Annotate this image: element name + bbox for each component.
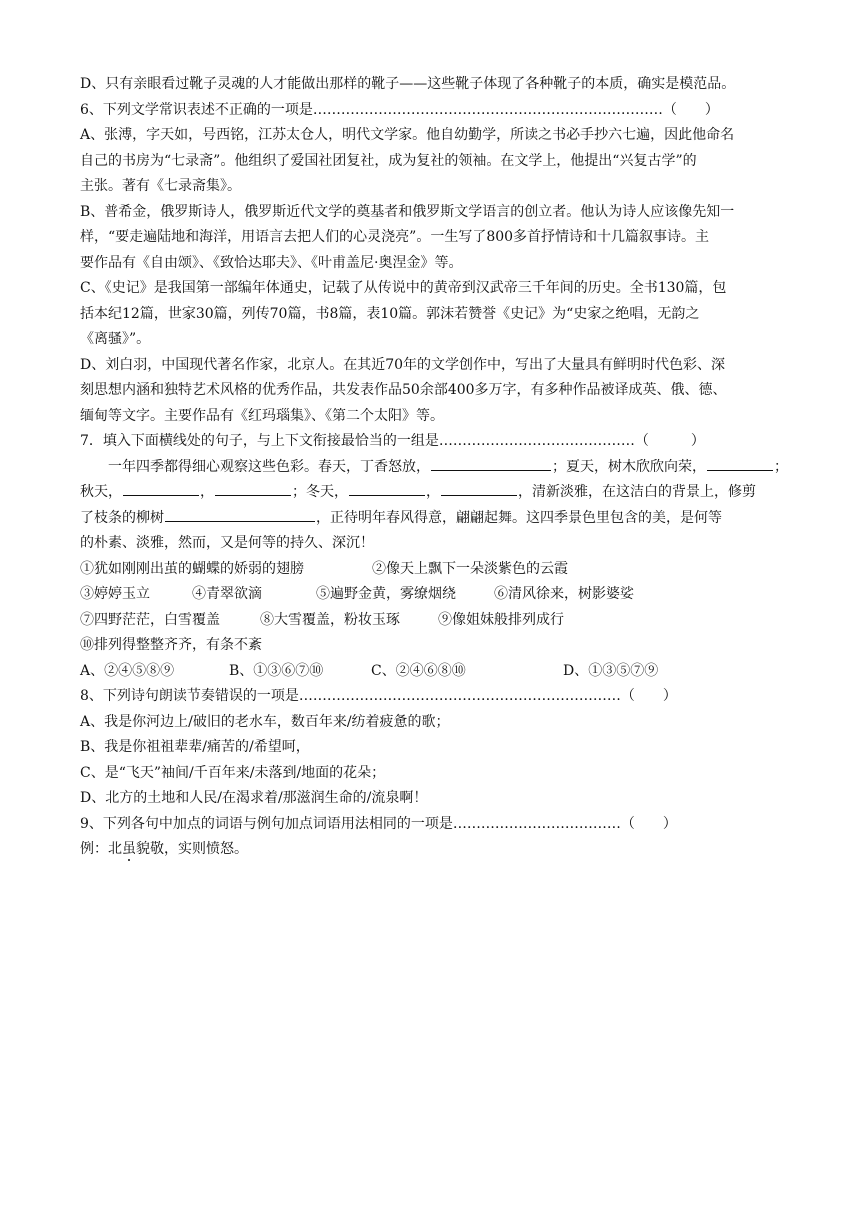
q7-text: 一年四季都得细心观察这些色彩。春天，丁香怒放，	[108, 458, 430, 475]
q9-example-text: 例：北	[80, 841, 122, 857]
q7-choice-6: ⑥清风徐来，树影婆娑	[494, 586, 634, 602]
q6-option-c-line3: 《离骚》”。	[80, 331, 151, 347]
q6-option-a-line3: 主张。著有《七录斋集》。	[80, 178, 241, 194]
q7-passage-line3	[80, 506, 786, 532]
q7-text: ；	[774, 458, 788, 475]
fill-blank[interactable]	[431, 455, 551, 471]
q6-option-d-line2: 刻思想内涵和独特艺术风格的优秀作品，共发表作品50余部400多万字，有多种作品被译成英、俄、德、	[80, 382, 727, 398]
q6-option-a-line1: A、张溥，字天如，号西铭，江苏太仓人，明代文学家。他自幼勤学，所读之书必手抄六七遍，因此他命名	[80, 127, 735, 143]
q7-choices-row1	[80, 557, 786, 583]
fill-blank[interactable]	[123, 480, 199, 496]
q8-option-d: D、北方的土地和人民/在渴求着/那滋润生命的/流泉啊！	[80, 790, 428, 806]
q7-text: ，清新淡雅，在这洁白的背景上，修剪	[518, 484, 756, 500]
q7-answer-d[interactable]: D、①③⑤⑦⑨	[563, 662, 659, 679]
q6-option-c-line2: 括本纪12篇，世家30篇，列传70篇，书8篇，表10篇。郭沫若赞誉《史记》为“史家之绝唱，无韵之	[80, 305, 700, 322]
q7-choice-1: ①犹如刚刚出茧的蝴蝶的娇弱的翅膀	[80, 560, 304, 577]
q6-option-b-line2: 样，“要走遍陆地和海洋，用语言去把人们的心灵浇亮”。一生写了800多首抒情诗和十几篇叙事诗。主	[80, 229, 710, 245]
q7-passage-line4: 的朴素、淡雅，然而，又是何等的持久、深沉！	[80, 535, 374, 551]
q5-option-d: D、只有亲眼看过靴子灵魂的人才能做出那样的靴子——这些靴子体现了各种靴子的本质，确实是模范品。	[80, 76, 736, 92]
fill-blank[interactable]	[707, 455, 773, 471]
fill-blank[interactable]	[441, 480, 517, 496]
q7-choice-9: ⑨像姐妹般排列成行	[438, 611, 564, 628]
q7-choice-8: ⑧大雪覆盖，粉妆玉琢	[260, 611, 400, 628]
emphasis-dot-word: 虽	[122, 841, 136, 857]
q7-choices-row3	[80, 608, 786, 634]
q8-option-b: B、我是你祖祖辈辈/痛苦的/希望呵，	[80, 739, 310, 755]
q7-answer-a[interactable]: A、②④⑤⑧⑨	[80, 662, 175, 679]
q7-text: ，	[200, 484, 214, 500]
q7-text: ；夏天，树木欣欣向荣，	[552, 458, 706, 475]
q7-answers	[80, 659, 786, 685]
exam-page	[80, 72, 786, 863]
q9-example-text: 貌敬，实则愤怒。	[136, 841, 248, 857]
q6-option-b-line3: 要作品有《自由颂》、《致恰达耶夫》、《叶甫盖尼·奥涅金》等。	[80, 254, 463, 271]
q8-option-c: C、是“飞天”袖间/千百年来/未落到/地面的花朵；	[80, 764, 386, 781]
q7-choices-row2	[80, 582, 786, 608]
q8-option-a: A、我是你河边上/破旧的老水车，数百年来/纺着疲惫的歌；	[80, 713, 450, 730]
q7-choice-4: ④青翠欲滴	[192, 586, 262, 602]
q7-text: ，正待明年春风得意，翩翩起舞。这四季景色里包含的美，是何等	[316, 509, 722, 526]
q9-example	[80, 837, 786, 863]
fill-blank[interactable]	[215, 480, 291, 496]
q7-passage-line1	[80, 455, 786, 481]
q7-choice-10: ⑩排列得整整齐齐，有条不紊	[80, 637, 262, 653]
q6-option-a-line2: 自己的书房为“七录斋”。他组织了爱国社团复社，成为复社的领袖。在文学上，他提出“兴复古学”的	[80, 152, 697, 169]
q8-stem: 8、下列诗句朗读节奏错误的一项是……………………………………………………………（ ）	[80, 688, 677, 704]
q7-stem: 7．填入下面横线处的句子，与上下文衔接最恰当的一组是……………………………………（ ）	[80, 433, 705, 449]
q9-stem: 9、下列各句中加点的词语与例句加点词语用法相同的一项是………………………………（ ）	[80, 815, 677, 832]
q7-text: 了枝条的柳树	[80, 509, 164, 526]
fill-blank[interactable]	[165, 506, 315, 522]
q7-choice-2: ②像天上飘下一朵淡紫色的云霞	[372, 560, 568, 577]
q6-option-d-line3: 缅甸等文字。主要作品有《红玛瑙集》、《第二个太阳》等。	[80, 407, 444, 424]
q6-option-b-line1: B、普希金，俄罗斯诗人，俄罗斯近代文学的奠基者和俄罗斯文学语言的创立者。他认为诗人应该像先知一	[80, 203, 735, 220]
q6-stem: 6、下列文学常识表述不正确的一项是…………………………………………………………………（ ）	[80, 101, 719, 118]
q7-text: 秋天，	[80, 484, 122, 500]
q7-text: ；冬天，	[292, 484, 348, 500]
q7-choice-7: ⑦四野茫茫，白雪覆盖	[80, 611, 220, 628]
q6-option-d-line1: D、刘白羽，中国现代著名作家，北京人。在其近70年的文学创作中，写出了大量具有鲜明时代色彩、深	[80, 356, 726, 373]
q7-choice-5: ⑤遍野金黄，雾缭烟绕	[316, 586, 456, 602]
q7-passage-line2	[80, 480, 786, 506]
q6-option-c-line1: C、《史记》是我国第一部编年体通史，记载了从传说中的黄帝到汉武帝三千年间的历史。全书130篇，包	[80, 280, 727, 296]
q7-answer-c[interactable]: C、②④⑥⑧⑩	[371, 662, 466, 679]
q7-text: ，	[426, 484, 440, 500]
q7-choice-3: ③婷婷玉立	[80, 586, 150, 602]
q7-answer-b[interactable]: B、①③⑥⑦⑩	[229, 662, 324, 679]
fill-blank[interactable]	[349, 480, 425, 496]
